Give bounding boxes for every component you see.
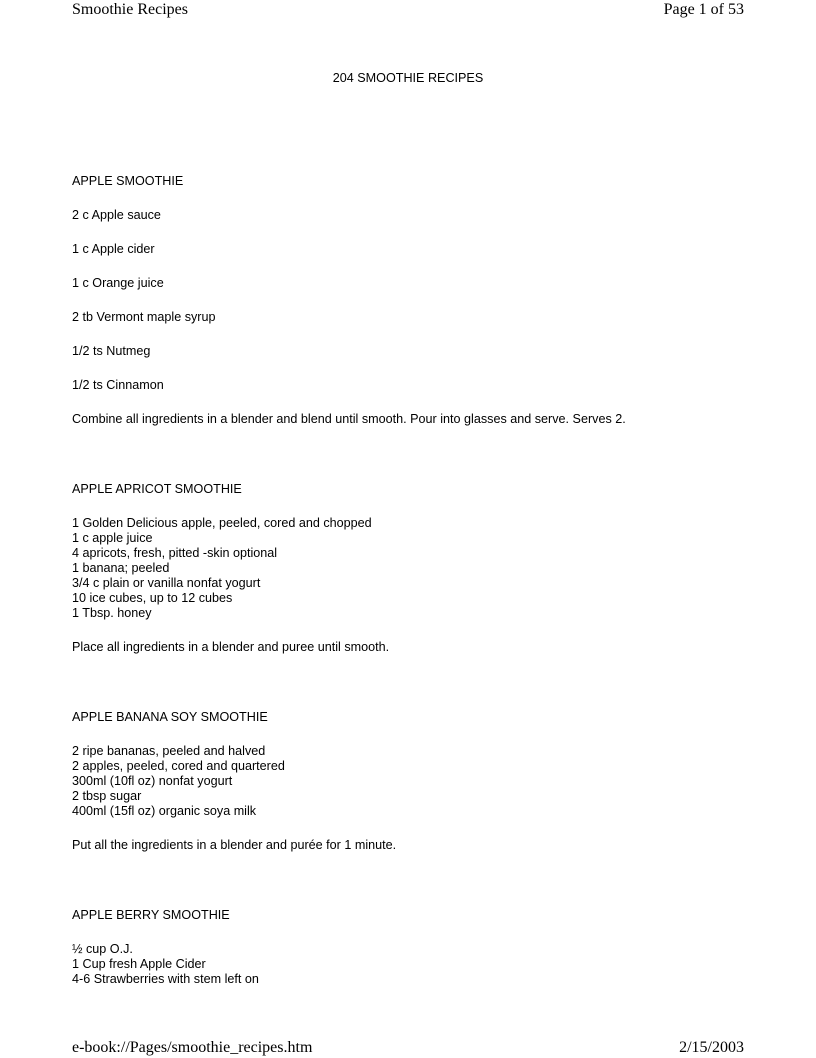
recipe-title: APPLE BANANA SOY SMOOTHIE	[72, 710, 268, 724]
ingredient: 4-6 Strawberries with stem left on	[72, 972, 259, 986]
ingredient: 1 banana; peeled	[72, 561, 170, 575]
ingredient: 1/2 ts Nutmeg	[72, 344, 151, 358]
ingredient-list	[72, 744, 744, 819]
recipe-title: APPLE SMOOTHIE	[72, 174, 184, 188]
header-title: Smoothie Recipes	[72, 1, 188, 18]
ingredient: 2 tbsp sugar	[72, 789, 142, 803]
ingredient: 1 c Orange juice	[72, 276, 164, 290]
recipe-title: APPLE APRICOT SMOOTHIE	[72, 482, 242, 496]
footer-date: 2/15/2003	[679, 1039, 744, 1056]
ingredient-list	[72, 942, 744, 987]
ingredient: 1 c Apple cider	[72, 242, 155, 256]
ingredient: 1/2 ts Cinnamon	[72, 378, 164, 392]
ingredient: 4 apricots, fresh, pitted -skin optional	[72, 546, 278, 560]
recipe-apple-banana-soy-smoothie	[72, 710, 744, 853]
page-indicator: Page 1 of 53	[663, 1, 744, 18]
ingredient: 400ml (15fl oz) organic soya milk	[72, 804, 257, 818]
ingredient: 2 apples, peeled, cored and quartered	[72, 759, 285, 773]
ingredient: 10 ice cubes, up to 12 cubes	[72, 591, 233, 605]
recipe-directions: Combine all ingredients in a blender and blend until smooth. Pour into glasses and serve. Serves 2.	[72, 412, 626, 426]
ingredient: 2 tb Vermont maple syrup	[72, 310, 216, 324]
document-title: 204 SMOOTHIE RECIPES	[332, 71, 484, 85]
ingredient: 3/4 c plain or vanilla nonfat yogurt	[72, 576, 261, 590]
recipe-apple-berry-smoothie	[72, 908, 744, 987]
ingredient-list	[72, 516, 744, 621]
recipe-directions: Place all ingredients in a blender and puree until smooth.	[72, 640, 390, 654]
recipe-title: APPLE BERRY SMOOTHIE	[72, 908, 230, 922]
ingredient: ½ cup O.J.	[72, 942, 133, 956]
ingredient: 1 Golden Delicious apple, peeled, cored and chopped	[72, 516, 372, 530]
ingredient: 1 c apple juice	[72, 531, 153, 545]
ingredient: 1 Cup fresh Apple Cider	[72, 957, 206, 971]
recipe-apple-smoothie	[72, 174, 744, 427]
ingredient: 2 c Apple sauce	[72, 208, 161, 222]
recipe-apple-apricot-smoothie	[72, 482, 744, 655]
document-body	[72, 71, 744, 987]
ingredient: 1 Tbsp. honey	[72, 606, 152, 620]
footer-path: e-book://Pages/smoothie_recipes.htm	[72, 1039, 313, 1056]
ingredient-list	[72, 208, 744, 393]
ingredient: 2 ripe bananas, peeled and halved	[72, 744, 266, 758]
ingredient: 300ml (10fl oz) nonfat yogurt	[72, 774, 233, 788]
recipe-directions: Put all the ingredients in a blender and purée for 1 minute.	[72, 838, 397, 852]
